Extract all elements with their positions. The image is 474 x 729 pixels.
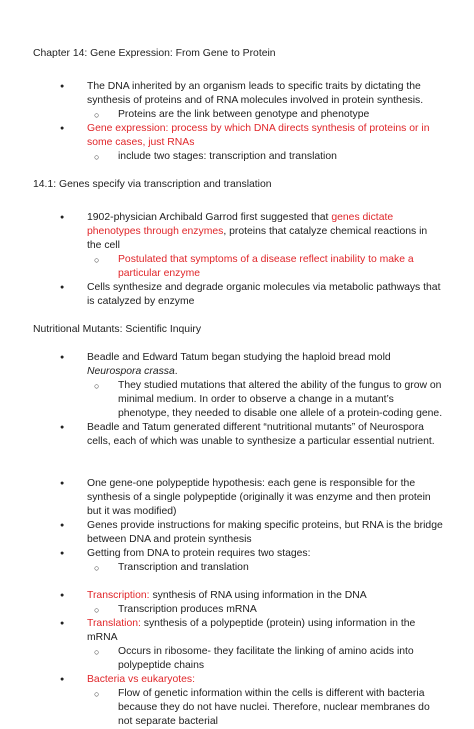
translation-sub-1: ○ Occurs in ribosome- they facilitate the linking of amino acids into polypeptide chains [33, 645, 443, 673]
one-gene-bullet-1: ● One gene-one polypeptide hypothesis: each gene is responsible for the synthesis of a single polypeptide (originally it was enzyme and then protein but it was modified) [33, 477, 443, 519]
translation-text: synthesis of a polypeptide (protein) using information in the mRNA [87, 618, 416, 643]
beadle-text-end: . [174, 366, 178, 377]
section-14-1-title: 14.1: Genes specify via transcription and translation [33, 179, 272, 190]
nutritional-bullet-1-sub-1: ○ They studied mutations that altered the ability of the fungus to grow on minimal medium. In order to observe a change in a mutant’s phenotype, they needed to disable one allele of a protein-coding gene. [33, 379, 443, 421]
intro-list [33, 80, 443, 164]
section-14-1-bullet-1 [33, 211, 443, 253]
chapter-title: Chapter 14: Gene Expression: From Gene to Protein [33, 48, 276, 59]
one-gene-list [33, 477, 443, 575]
bacteria-sub-1: ○ Flow of genetic information within the cells is different with bacteria because they do not have nuclei. Therefore, nuclear membranes do not separate bacterial [33, 687, 443, 729]
translation-label: Translation: [87, 618, 141, 629]
transcription-label: Transcription: [87, 590, 150, 601]
transcription-sub-1: ○ Transcription produces mRNA [33, 603, 443, 617]
nutritional-mutants-title: Nutritional Mutants: Scientific Inquiry [33, 324, 202, 335]
garrod-text-end: , proteins that catalyze chemical reactions in the cell [87, 226, 428, 251]
intro-bullet-2-sub-1: ○ include two stages: transcription and translation [33, 150, 443, 164]
one-gene-bullet-3-sub-1: ○ Transcription and translation [33, 561, 443, 575]
garrod-highlight: genes dictate phenotypes through enzymes [87, 212, 394, 237]
neurospora-italic: Neurospora crassa [87, 366, 175, 377]
intro-bullet-1: ● The DNA inherited by an organism leads to specific traits by dictating the synthesis of proteins and of RNA molecules involved in protein synthesis. [33, 80, 443, 108]
one-gene-bullet-3: ● Getting from DNA to protein requires two stages: [33, 547, 443, 561]
bacteria-bullet: ● Bacteria vs eukaryotes: [33, 673, 443, 687]
translation-bullet [33, 617, 443, 645]
one-gene-bullet-2: ● Genes provide instructions for making specific proteins, but RNA is the bridge between DNA and protein synthesis [33, 519, 443, 547]
intro-bullet-2: ● Gene expression: process by which DNA directs synthesis of proteins or in some cases, just RNAs [33, 122, 443, 150]
section-14-1-bullet-2: ● Cells synthesize and degrade organic molecules via metabolic pathways that is catalyzed by enzyme [33, 281, 443, 309]
transcription-text: synthesis of RNA using information in the DNA [149, 590, 367, 601]
intro-bullet-1-sub-1: ○ Proteins are the link between genotype and phenotype [33, 108, 443, 122]
section-14-1-list [33, 211, 443, 309]
section-14-1-bullet-1-sub-1: ○ Postulated that symptoms of a disease reflect inability to make a particular enzyme [33, 253, 443, 281]
document-body [33, 47, 443, 729]
nutritional-bullet-2: ● Beadle and Tatum generated different “nutritional mutants” of Neurospora cells, each of which was unable to synthesize a particular essential nutrient. [33, 421, 443, 449]
beadle-text: Beadle and Edward Tatum began studying the haploid bread mold [87, 352, 391, 363]
garrod-text: 1902-physician Archibald Garrod first suggested that [87, 212, 332, 223]
stages-list [33, 589, 443, 729]
nutritional-bullet-1 [33, 351, 443, 379]
nutritional-list [33, 351, 443, 449]
transcription-bullet [33, 589, 443, 603]
